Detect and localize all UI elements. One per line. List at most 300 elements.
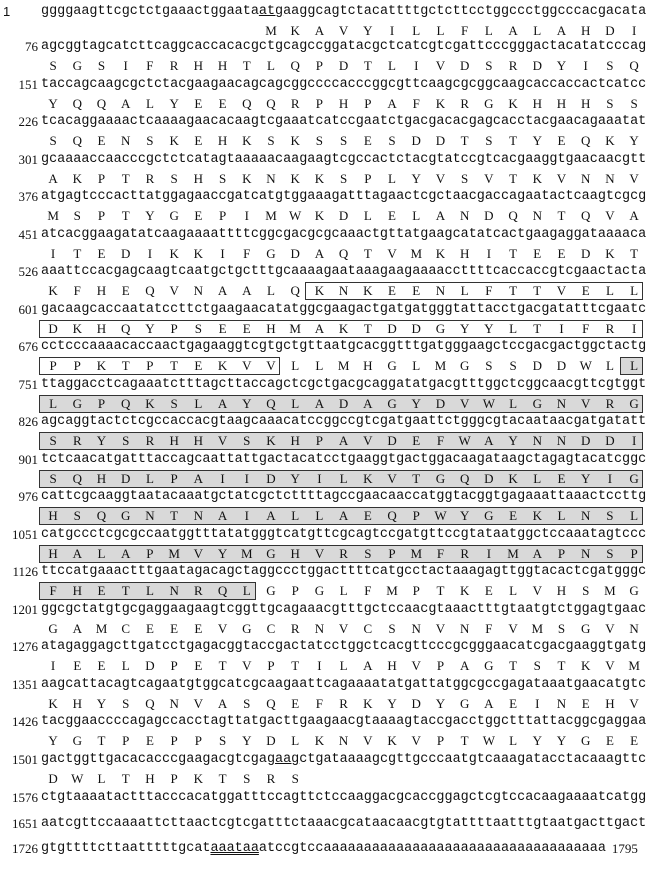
amino-acid-residue: A <box>72 545 82 561</box>
amino-acid-residue: N <box>581 545 591 561</box>
amino-acid-residue: E <box>581 282 590 298</box>
amino-acid-residue: L <box>630 507 639 523</box>
amino-acid-residue: M <box>337 357 350 373</box>
amino-acid-residue: N <box>193 507 204 523</box>
amino-acid-residue: P <box>436 657 445 673</box>
amino-acid-residue: F <box>412 95 420 111</box>
amino-acid-residue: H <box>290 432 300 448</box>
nucleotide-sequence: atagaggagcttgatcctgagacggtaccgactatcctggctcacgttcccgcgggaacatcgacgaaggtgatg <box>41 639 647 654</box>
amino-acid-residue: H <box>387 657 397 673</box>
amino-acid-residue: P <box>146 545 154 561</box>
amino-acid-residue: T <box>436 582 445 598</box>
position-number: 151 <box>18 77 38 92</box>
amino-acid-residue: D <box>338 395 349 411</box>
amino-acid-residue: N <box>435 282 446 298</box>
amino-acid-residue: A <box>314 395 325 411</box>
nucleotide-line <box>0 564 653 580</box>
position-number: 901 <box>18 452 38 467</box>
amino-acid-residue: K <box>145 395 155 411</box>
amino-acid-residue: E <box>194 620 203 636</box>
amino-acid-residue: Y <box>217 545 228 561</box>
amino-acid-residue: L <box>412 207 421 223</box>
amino-acid-residue: K <box>581 657 591 673</box>
amino-acid-residue: G <box>629 470 639 486</box>
amino-acid-residue: A <box>629 207 639 223</box>
amino-acid-residue: T <box>509 170 518 186</box>
amino-acid-residue: S <box>73 507 81 523</box>
nucleotide-sequence: tcacaggaaaactcaaaagaacacaagtcgaaatcatccgaatctgacgacacgagcacctacgaacagaaatat <box>41 114 647 129</box>
amino-acid-residue: E <box>557 470 566 486</box>
amino-acid-residue: R <box>145 170 155 186</box>
nucleotide-line <box>0 489 653 505</box>
amino-acid-residue: L <box>339 582 348 598</box>
amino-acid-residue: V <box>242 657 252 673</box>
amino-acid-residue: M <box>628 657 640 673</box>
amino-acid-residue: N <box>121 132 131 148</box>
position-number: 1051 <box>12 527 38 542</box>
amino-acid-residue: H <box>581 22 591 38</box>
amino-acid-residue: E <box>581 695 590 711</box>
nucleotide-line <box>0 602 653 618</box>
codon-highlight: atg <box>258 4 284 19</box>
amino-acid-residue: T <box>218 657 227 673</box>
amino-acid-residue: L <box>412 22 421 38</box>
amino-acid-residue: P <box>315 57 323 73</box>
nucleotide-sequence: tacggaaccccagagccacctagttatgacttgaagaacgtaaaagtaccgacctggctttattacggcgaggaa <box>41 714 647 729</box>
amino-acid-residue: A <box>508 22 518 38</box>
amino-acid-residue: I <box>631 22 637 38</box>
amino-acid-residue: D <box>605 22 615 38</box>
position-number: 976 <box>18 489 38 504</box>
amino-acid-residue: K <box>314 207 325 223</box>
amino-acid-residue: L <box>315 507 324 523</box>
position-number: 526 <box>18 264 38 279</box>
amino-acid-residue: Q <box>145 282 155 298</box>
amino-acid-residue: W <box>434 507 447 523</box>
amino-acid-residue: K <box>290 170 300 186</box>
amino-acid-residue: N <box>532 207 542 223</box>
amino-acid-residue: P <box>97 395 106 411</box>
amino-acid-residue: I <box>559 320 564 336</box>
amino-acid-residue: Q <box>338 245 349 261</box>
amino-acid-residue: H <box>338 95 349 111</box>
amino-acid-residue: D <box>459 57 470 73</box>
amino-acid-residue: P <box>218 207 227 223</box>
nucleotide-line <box>0 4 653 20</box>
amino-acid-residue: A <box>363 657 373 673</box>
nucleotide-sequence: cattcgcaaggtaatacaaatgctatcgctcttttagccgaacaaccatggtacggtgagaaattaaactccttg <box>41 489 647 504</box>
amino-acid-line <box>0 23 653 39</box>
amino-acid-residue: F <box>436 545 445 561</box>
amino-acid-residue: K <box>363 470 373 486</box>
amino-acid-residue: D <box>121 470 131 486</box>
amino-acid-residue: M <box>47 207 59 223</box>
amino-acid-residue: G <box>72 395 82 411</box>
amino-acid-residue: I <box>123 57 128 73</box>
amino-acid-residue: L <box>97 770 106 786</box>
amino-acid-residue: Q <box>266 95 276 111</box>
amino-acid-residue: E <box>388 282 396 298</box>
amino-acid-residue: G <box>266 245 276 261</box>
amino-acid-residue: F <box>582 320 590 336</box>
amino-acid-residue: L <box>388 57 396 73</box>
amino-acid-residue: I <box>147 245 153 261</box>
amino-acid-residue: L <box>315 357 324 373</box>
nucleotide-line <box>0 302 653 318</box>
amino-acid-residue: Y <box>532 732 542 748</box>
amino-acid-residue: L <box>97 545 106 561</box>
position-number: 226 <box>18 114 38 129</box>
amino-acid-residue: L <box>49 395 58 411</box>
amino-acid-residue: V <box>387 245 397 261</box>
amino-acid-residue: F <box>364 582 372 598</box>
amino-acid-residue: N <box>459 207 470 223</box>
nucleotide-line <box>0 527 653 543</box>
amino-acid-residue: K <box>314 282 325 298</box>
position-number: 1501 <box>12 752 38 767</box>
amino-acid-residue: V <box>242 357 252 373</box>
amino-acid-residue: L <box>291 395 300 411</box>
amino-acid-residue: G <box>48 620 58 636</box>
nucleotide-sequence: gcaaaaccaacccgctctcatagtaaaaacaagaagtcgccactctacgtatccgtcacgaaggtgaacaacgtt <box>41 152 647 167</box>
amino-acid-residue: S <box>606 95 614 111</box>
amino-acid-residue: A <box>459 657 470 673</box>
amino-acid-residue: L <box>533 22 542 38</box>
amino-acid-residue: S <box>73 207 81 223</box>
amino-acid-residue: L <box>363 207 372 223</box>
amino-acid-residue: S <box>218 732 227 748</box>
amino-acid-residue: I <box>244 507 249 523</box>
amino-acid-residue: D <box>266 732 276 748</box>
amino-acid-residue: E <box>194 657 203 673</box>
amino-acid-residue: H <box>193 170 204 186</box>
amino-acid-residue: R <box>72 432 82 448</box>
amino-acid-residue: G <box>459 357 470 373</box>
amino-acid-residue: P <box>170 470 178 486</box>
amino-acid-residue: S <box>582 582 590 598</box>
amino-acid-residue: L <box>145 582 154 598</box>
amino-acid-residue: S <box>122 432 130 448</box>
amino-acid-residue: D <box>435 395 446 411</box>
amino-acid-line <box>0 246 653 262</box>
amino-acid-residue: T <box>121 357 130 373</box>
amino-acid-residue: A <box>121 545 131 561</box>
amino-acid-residue: H <box>266 320 276 336</box>
position-number: 751 <box>18 377 38 392</box>
amino-acid-residue: E <box>509 695 518 711</box>
amino-acid-residue: I <box>535 695 540 711</box>
amino-acid-residue: L <box>630 282 639 298</box>
nucleotide-line <box>0 152 653 168</box>
amino-acid-residue: T <box>73 245 82 261</box>
amino-acid-residue: Q <box>459 470 470 486</box>
nucleotide-sequence: gacaagcaccaatatccttctgaagaacatatggcgaagactgatgatgggtattacctgacgatatttcgaatc <box>41 302 647 317</box>
amino-acid-residue: K <box>72 170 82 186</box>
amino-acid-residue: L <box>339 657 348 673</box>
amino-acid-residue: Q <box>96 95 107 111</box>
amino-acid-line <box>0 621 653 637</box>
amino-acid-residue: E <box>97 657 106 673</box>
amino-acid-residue: F <box>146 57 154 73</box>
amino-acid-residue: N <box>266 170 276 186</box>
position-number: 1576 <box>12 790 38 805</box>
amino-acid-residue: S <box>97 57 106 73</box>
end-position-number: 1795 <box>611 841 638 856</box>
amino-acid-residue: R <box>290 620 300 636</box>
amino-acid-residue: D <box>48 770 58 786</box>
amino-acid-residue: L <box>436 22 445 38</box>
amino-acid-residue: M <box>410 245 423 261</box>
amino-acid-residue: K <box>48 695 58 711</box>
amino-acid-residue: E <box>218 320 227 336</box>
amino-acid-residue: N <box>556 432 567 448</box>
amino-acid-residue: K <box>387 732 397 748</box>
amino-acid-residue: D <box>338 57 349 73</box>
amino-acid-residue: T <box>557 207 566 223</box>
amino-acid-residue: N <box>556 695 567 711</box>
amino-acid-residue: G <box>266 582 276 598</box>
amino-acid-residue: K <box>72 320 82 336</box>
amino-acid-residue: L <box>339 470 348 486</box>
amino-acid-residue: I <box>631 432 637 448</box>
amino-acid-residue: Q <box>266 395 276 411</box>
amino-acid-residue: N <box>193 282 204 298</box>
nucleotide-line <box>0 816 653 832</box>
amino-acid-residue: V <box>556 170 567 186</box>
amino-acid-residue: E <box>194 132 203 148</box>
amino-acid-residue: N <box>581 507 591 523</box>
amino-acid-residue: L <box>291 732 300 748</box>
amino-acid-residue: A <box>556 22 567 38</box>
position-number: 1201 <box>12 602 38 617</box>
amino-acid-residue: M <box>386 582 398 598</box>
amino-acid-residue: T <box>97 732 106 748</box>
amino-acid-residue: E <box>291 695 300 711</box>
amino-acid-residue: A <box>48 170 58 186</box>
amino-acid-residue: K <box>266 432 276 448</box>
amino-acid-residue: K <box>314 732 325 748</box>
position-number: 1 <box>3 4 11 19</box>
amino-acid-residue: G <box>387 357 397 373</box>
nucleotide-line <box>0 452 653 468</box>
amino-acid-residue: L <box>242 582 251 598</box>
amino-acid-residue: R <box>460 95 469 111</box>
amino-acid-residue: V <box>532 582 542 598</box>
amino-acid-residue: D <box>266 470 276 486</box>
amino-acid-residue: Q <box>72 132 82 148</box>
amino-acid-residue: G <box>629 582 639 598</box>
amino-acid-residue: E <box>97 582 106 598</box>
nucleotide-sequence: gactggttgacacacccgaagacgtcgagaagctgataaaagcgttgcccaatgtcaaagatacctacaaagttc <box>41 752 647 767</box>
amino-acid-residue: L <box>266 282 275 298</box>
amino-acid-residue: D <box>411 320 421 336</box>
amino-acid-residue: A <box>242 282 252 298</box>
amino-acid-residue: R <box>605 320 615 336</box>
nucleotide-line <box>0 377 653 393</box>
amino-acid-residue: A <box>435 207 446 223</box>
amino-acid-residue: E <box>145 620 154 636</box>
amino-acid-residue: E <box>194 207 203 223</box>
amino-acid-residue: E <box>363 132 372 148</box>
amino-acid-residue: N <box>581 170 591 186</box>
amino-acid-residue: G <box>484 657 494 673</box>
amino-acid-residue: F <box>49 582 57 598</box>
amino-acid-residue: R <box>266 770 276 786</box>
amino-acid-line <box>0 133 653 149</box>
amino-acid-residue: P <box>388 545 396 561</box>
amino-acid-residue: L <box>484 22 493 38</box>
amino-acid-residue: L <box>630 357 639 373</box>
amino-acid-residue: G <box>484 507 494 523</box>
amino-acid-residue: M <box>265 207 277 223</box>
amino-acid-residue: D <box>411 695 421 711</box>
amino-acid-residue: H <box>363 357 373 373</box>
amino-acid-residue: S <box>243 432 251 448</box>
amino-acid-residue: E <box>194 95 203 111</box>
amino-acid-residue: A <box>72 620 82 636</box>
amino-acid-residue: P <box>315 432 323 448</box>
amino-acid-residue: V <box>459 395 470 411</box>
amino-acid-residue: K <box>459 582 470 598</box>
amino-acid-residue: R <box>145 432 155 448</box>
amino-acid-residue: C <box>121 620 131 636</box>
amino-acid-residue: A <box>484 695 494 711</box>
amino-acid-residue: Q <box>121 320 131 336</box>
amino-acid-residue: V <box>629 695 639 711</box>
amino-acid-residue: S <box>485 132 493 148</box>
amino-acid-residue: V <box>411 732 421 748</box>
amino-acid-residue: A <box>217 507 228 523</box>
amino-acid-residue: Q <box>242 95 252 111</box>
amino-acid-residue: D <box>435 132 446 148</box>
amino-acid-residue: K <box>242 132 252 148</box>
amino-acid-residue: P <box>364 95 372 111</box>
nucleotide-sequence: ttccatgaaactttgaatagacagctaggccctggacttttcatgcctactaaagagttggtacactcgatgggc <box>41 564 647 579</box>
amino-acid-residue: T <box>121 770 130 786</box>
nucleotide-sequence: ttaggacctcagaaatctttagcttaccagctcgctgacgcaggatatgacgtttggctcggcaacgttcgtggt <box>41 377 647 392</box>
amino-acid-residue: E <box>605 732 614 748</box>
amino-acid-residue: N <box>629 620 639 636</box>
amino-acid-residue: P <box>73 357 81 373</box>
amino-acid-residue: M <box>410 545 423 561</box>
amino-acid-residue: D <box>387 432 397 448</box>
position-number: 1651 <box>12 816 38 831</box>
amino-acid-residue: H <box>48 507 58 523</box>
amino-acid-residue: Y <box>145 207 155 223</box>
amino-acid-residue: A <box>121 95 131 111</box>
position-number: 76 <box>25 39 38 54</box>
amino-acid-residue: S <box>485 57 493 73</box>
amino-acid-residue: H <box>96 282 107 298</box>
amino-acid-residue: G <box>629 395 639 411</box>
amino-acid-residue: R <box>194 582 203 598</box>
amino-acid-residue: Y <box>169 95 179 111</box>
amino-acid-residue: E <box>484 582 493 598</box>
position-number: 1351 <box>12 677 38 692</box>
amino-acid-residue: Y <box>484 320 494 336</box>
amino-acid-residue: S <box>146 132 154 148</box>
amino-acid-residue: T <box>242 57 251 73</box>
amino-acid-residue: P <box>170 657 178 673</box>
nucleotide-line <box>0 339 653 355</box>
amino-acid-residue: I <box>631 320 637 336</box>
amino-acid-residue: N <box>338 282 349 298</box>
nucleotide-sequence: atcacggaagatatcaagaaaattttcggcgacgcgcaaactgttatgaagcatatcactgaagaggataaaaca <box>41 227 647 242</box>
amino-acid-residue: Q <box>629 57 639 73</box>
amino-acid-residue: V <box>435 620 446 636</box>
amino-acid-residue: N <box>459 620 470 636</box>
amino-acid-residue: V <box>338 22 349 38</box>
amino-acid-line <box>0 658 653 674</box>
amino-acid-residue: Y <box>242 732 252 748</box>
amino-acid-residue: D <box>48 320 58 336</box>
amino-acid-residue: Q <box>72 470 82 486</box>
amino-acid-residue: M <box>265 22 277 38</box>
amino-acid-residue: E <box>412 282 421 298</box>
amino-acid-residue: M <box>289 320 301 336</box>
amino-acid-residue: G <box>435 320 446 336</box>
amino-acid-residue: V <box>435 57 446 73</box>
amino-acid-residue: K <box>605 132 615 148</box>
amino-acid-residue: D <box>387 320 397 336</box>
amino-acid-residue: N <box>169 695 179 711</box>
amino-acid-residue: Q <box>266 695 276 711</box>
amino-acid-residue: S <box>49 470 57 486</box>
amino-acid-residue: A <box>532 545 542 561</box>
amino-acid-residue: K <box>363 282 373 298</box>
amino-acid-residue: L <box>509 732 518 748</box>
nucleotide-line <box>0 39 653 55</box>
amino-acid-residue: T <box>170 507 179 523</box>
nucleotide-line <box>0 841 653 857</box>
amino-acid-residue: S <box>606 545 614 561</box>
amino-acid-residue: A <box>314 245 325 261</box>
amino-acid-residue: S <box>388 620 396 636</box>
amino-acid-residue: T <box>533 282 542 298</box>
amino-acid-residue: D <box>532 57 542 73</box>
amino-acid-residue: S <box>533 657 541 673</box>
amino-acid-residue: N <box>411 620 421 636</box>
amino-acid-residue: V <box>314 545 325 561</box>
amino-acid-residue: L <box>291 357 300 373</box>
amino-acid-residue: K <box>48 282 58 298</box>
amino-acid-residue: W <box>71 770 84 786</box>
amino-acid-residue: D <box>556 357 567 373</box>
amino-acid-residue: S <box>243 695 251 711</box>
amino-acid-residue: E <box>97 132 106 148</box>
amino-acid-residue: Y <box>363 22 373 38</box>
amino-acid-residue: W <box>482 395 495 411</box>
amino-acid-residue: S <box>509 357 517 373</box>
position-number: 451 <box>18 227 38 242</box>
amino-acid-residue: R <box>290 95 300 111</box>
nucleotide-sequence: atgagtcccacttatggagaaccgatcatgtggaaagatttagaactcgctaacgaccagaatactcaagtcgcg <box>41 189 647 204</box>
amino-acid-residue: P <box>194 732 202 748</box>
amino-acid-residue: N <box>145 507 155 523</box>
amino-acid-residue: Y <box>508 432 518 448</box>
amino-acid-residue: S <box>339 132 348 148</box>
amino-acid-residue: P <box>170 320 178 336</box>
amino-acid-residue: G <box>242 620 252 636</box>
amino-acid-residue: G <box>532 395 542 411</box>
nucleotide-sequence: aatcgttccaaaattcttaactcgtcgatttctaaacgcataacaacgtgtattttaatttgtaatgacttgact <box>41 816 647 831</box>
amino-acid-residue: R <box>605 395 615 411</box>
amino-acid-residue: S <box>170 395 178 411</box>
amino-acid-residue: L <box>509 395 518 411</box>
amino-acid-residue: T <box>557 657 566 673</box>
amino-acid-residue: D <box>484 470 494 486</box>
amino-acid-line <box>0 433 653 449</box>
